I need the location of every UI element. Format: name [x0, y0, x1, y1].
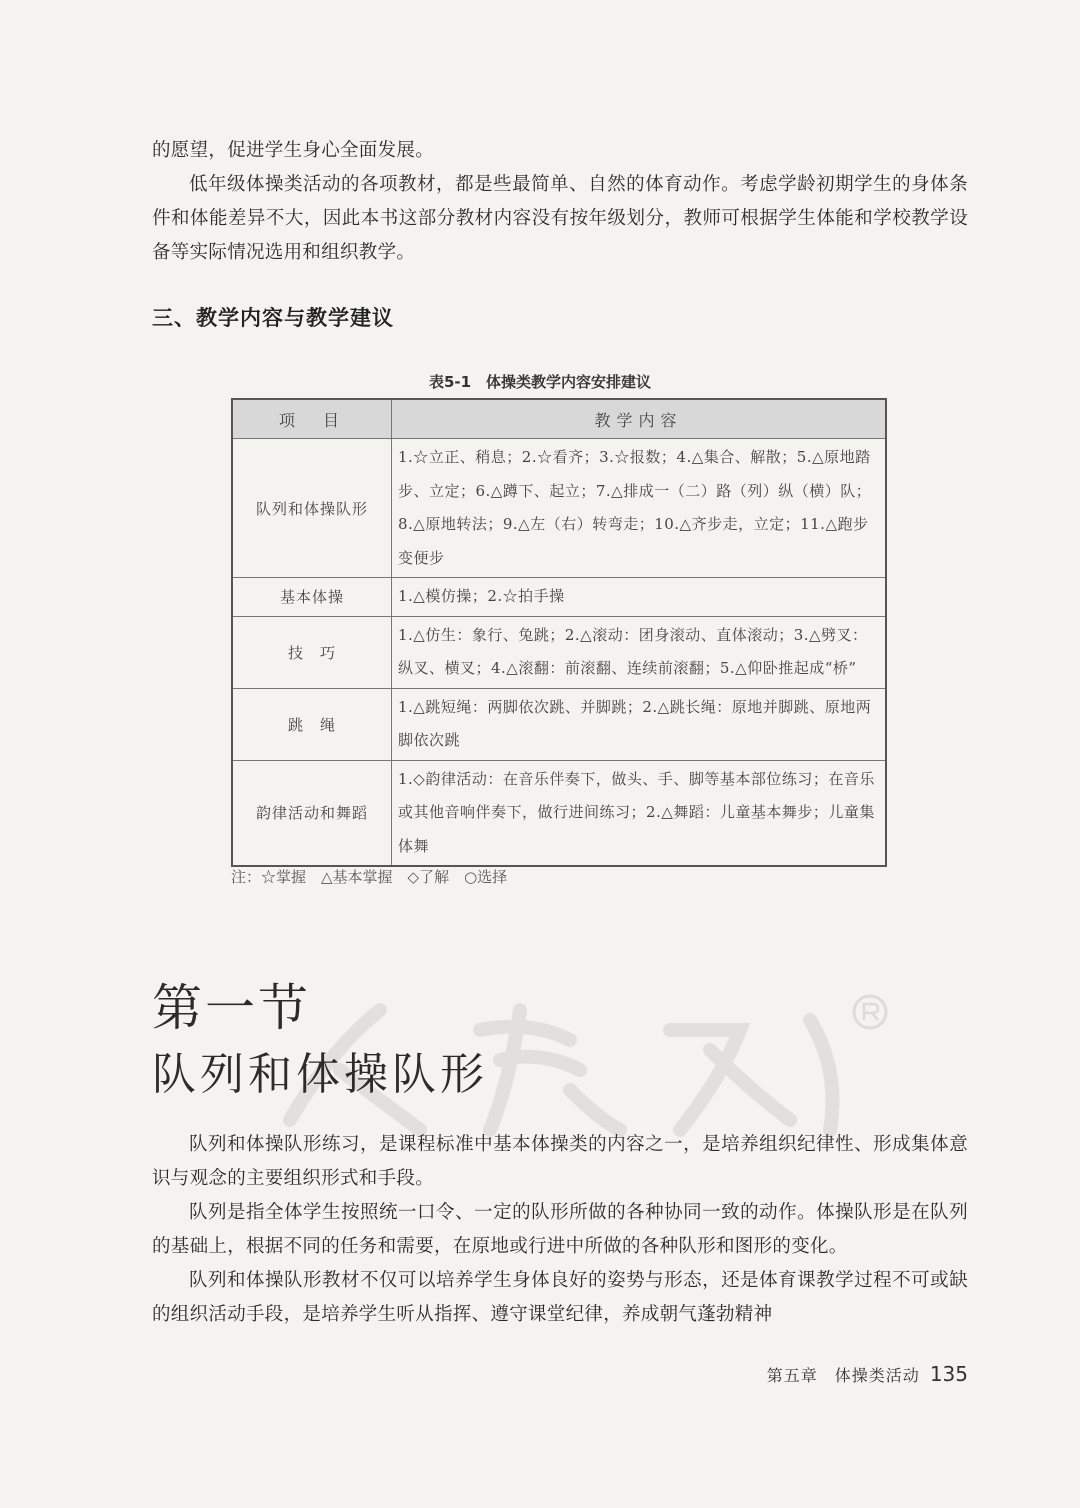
table-title: 表5-1 体操类教学内容安排建议 — [428, 373, 652, 391]
row-category: 跳 绳 — [232, 688, 392, 760]
page-number: 135 — [929, 1362, 968, 1386]
header-content: 教学内容 — [392, 399, 887, 439]
paragraph-purpose: 队列和体操队形教材不仅可以培养学生身体良好的姿势与形态，还是体育课教学过程不可或缺的组织活动手段，是培养学生听从指挥、遵守课堂纪律，养成朝气蓬勃精神 — [152, 1270, 968, 1325]
row-content: 1.◇韵律活动：在音乐伴奏下，做头、手、脚等基本部位练习；在音乐或其他音响伴奏下，做行进间练习；2.△舞蹈：儿童基本舞步；儿童集体舞 — [392, 760, 887, 866]
row-content: 1.△仿生：象行、兔跳；2.△滚动：团身滚动、直体滚动；3.△劈叉：纵叉、横叉；4.△滚翻：前滚翻、连续前滚翻；5.△仰卧推起成“桥” — [392, 616, 887, 688]
row-category: 队列和体操队形 — [232, 439, 392, 578]
table-row — [232, 578, 886, 617]
table-row — [232, 439, 886, 578]
table-header-row — [232, 399, 886, 439]
paragraph-intro: 队列和体操队形练习，是课程标准中基本体操类的内容之一，是培养组织纪律性、形成集体意识与观念的主要组织形式和手段。 — [152, 1134, 968, 1189]
row-content: 1.△跳短绳：两脚依次跳、并脚跳；2.△跳长绳：原地并脚跳、原地两脚依次跳 — [392, 688, 887, 760]
row-category: 韵律活动和舞蹈 — [232, 760, 392, 866]
table-row — [232, 688, 886, 760]
table-row — [232, 760, 886, 866]
paragraph-materials: 低年级体操类活动的各项教材，都是些最简单、自然的体育动作。考虑学龄初期学生的身体条件和体能差异不大，因此本书这部分教材内容没有按年级划分，教师可根据学生体能和学校教学设备等实际情况选用和组织教学。 — [152, 174, 968, 263]
header-item: 项 目 — [232, 399, 392, 439]
section-heading: 三、教学内容与教学建议 — [152, 306, 394, 330]
page-footer — [767, 1362, 968, 1386]
teaching-content-table — [231, 398, 887, 867]
row-category: 基本体操 — [232, 578, 392, 617]
paragraph-definition: 队列是指全体学生按照统一口令、一定的队形所做的各种协同一致的动作。体操队形是在队列的基础上，根据不同的任务和需要，在原地或行进中所做的各种队形和图形的变化。 — [152, 1202, 968, 1257]
section-title: 队列和体操队形 — [152, 1049, 488, 1100]
chapter-label: 第五章 体操类活动 — [766, 1366, 920, 1385]
paragraph-continued: 的愿望，促进学生身心全面发展。 — [152, 140, 435, 161]
table-note: 注：☆掌握 △基本掌握 ◇了解 ○选择 — [231, 868, 508, 886]
row-content: 1.△模仿操；2.☆拍手操 — [392, 578, 887, 617]
row-category: 技 巧 — [232, 616, 392, 688]
row-content: 1.☆立正、稍息；2.☆看齐；3.☆报数；4.△集合、解散；5.△原地踏步、立定；6.△蹲下、起立；7.△排成一（二）路（列）纵（横）队；8.△原地转法；9.△左（右）转弯走；10.△齐步走，立定；11.△跑步变便步 — [392, 439, 887, 578]
table-row — [232, 616, 886, 688]
section-number: 第一节 — [152, 979, 311, 1037]
